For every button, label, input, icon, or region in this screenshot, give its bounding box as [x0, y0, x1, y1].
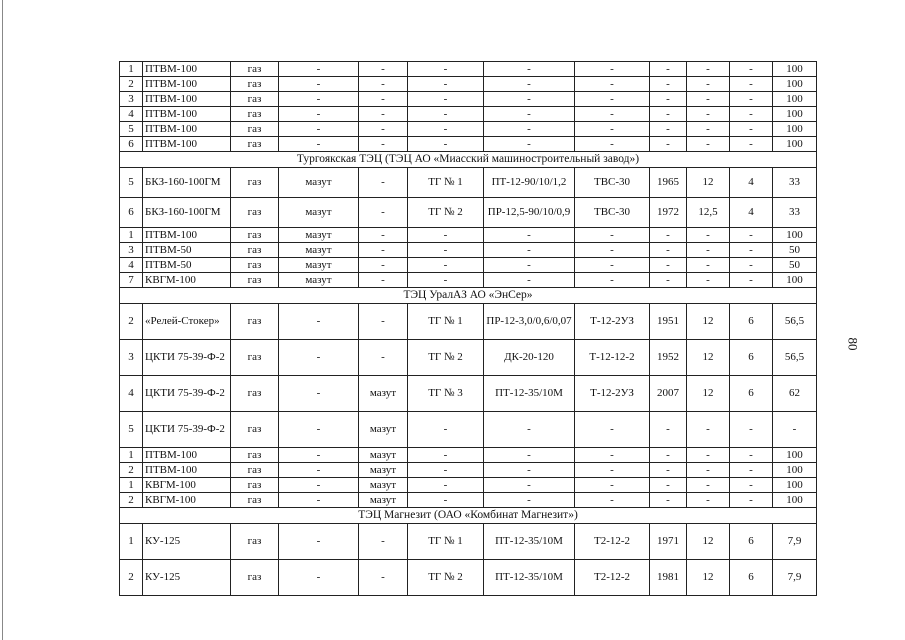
cell-commission-year: - — [650, 137, 687, 152]
cell-power: - — [687, 92, 730, 107]
cell-power: - — [687, 62, 730, 77]
cell-boiler-type: ПТВМ-50 — [143, 258, 231, 273]
cell-capacity: 100 — [773, 448, 817, 463]
table-row — [120, 137, 817, 152]
cell-generator-type: - — [575, 448, 650, 463]
cell-commission-year: - — [650, 258, 687, 273]
table-row — [120, 228, 817, 243]
cell-boiler-type: ПТВМ-100 — [143, 137, 231, 152]
cell-reserve-fuel: - — [279, 77, 359, 92]
cell-turbine-type: - — [484, 463, 575, 478]
cell-generator-type: - — [575, 92, 650, 107]
cell-alt-fuel: - — [359, 122, 408, 137]
cell-capacity: 33 — [773, 198, 817, 228]
cell-main-fuel: газ — [231, 273, 279, 288]
cell-row-number: 1 — [120, 478, 143, 493]
cell-reserve-fuel: мазут — [279, 168, 359, 198]
cell-boiler-type: КУ-125 — [143, 560, 231, 596]
cell-pressure: 6 — [730, 340, 773, 376]
cell-alt-fuel: - — [359, 560, 408, 596]
cell-main-fuel: газ — [231, 412, 279, 448]
cell-turbine-number: - — [408, 448, 484, 463]
cell-power: - — [687, 412, 730, 448]
section-title: Тургоякская ТЭЦ (ТЭЦ АО «Миасский машиностроительный завод») — [120, 152, 817, 168]
cell-pressure: - — [730, 77, 773, 92]
cell-alt-fuel: - — [359, 107, 408, 122]
cell-main-fuel: газ — [231, 122, 279, 137]
cell-capacity: 56,5 — [773, 304, 817, 340]
cell-capacity: 100 — [773, 463, 817, 478]
cell-turbine-type: ПТ-12-90/10/1,2 — [484, 168, 575, 198]
cell-pressure: 4 — [730, 168, 773, 198]
cell-boiler-type: БКЗ-160-100ГМ — [143, 198, 231, 228]
cell-generator-type: - — [575, 258, 650, 273]
cell-turbine-number: - — [408, 107, 484, 122]
cell-generator-type: - — [575, 478, 650, 493]
cell-boiler-type: «Релей-Стокер» — [143, 304, 231, 340]
left-margin-line — [2, 0, 3, 640]
cell-boiler-type: КВГМ-100 — [143, 273, 231, 288]
table-row — [120, 122, 817, 137]
cell-reserve-fuel: мазут — [279, 198, 359, 228]
cell-boiler-type: КВГМ-100 — [143, 493, 231, 508]
cell-turbine-type: - — [484, 92, 575, 107]
cell-alt-fuel: - — [359, 62, 408, 77]
cell-commission-year: - — [650, 412, 687, 448]
section-title: ТЭЦ УралАЗ АО «ЭнСер» — [120, 288, 817, 304]
cell-alt-fuel: мазут — [359, 376, 408, 412]
cell-reserve-fuel: - — [279, 304, 359, 340]
cell-alt-fuel: - — [359, 340, 408, 376]
cell-capacity: 100 — [773, 77, 817, 92]
cell-main-fuel: газ — [231, 168, 279, 198]
cell-row-number: 5 — [120, 168, 143, 198]
cell-row-number: 2 — [120, 463, 143, 478]
cell-alt-fuel: - — [359, 137, 408, 152]
cell-commission-year: - — [650, 228, 687, 243]
cell-turbine-number: - — [408, 243, 484, 258]
cell-power: - — [687, 478, 730, 493]
cell-alt-fuel: - — [359, 168, 408, 198]
cell-power: - — [687, 273, 730, 288]
cell-generator-type: - — [575, 412, 650, 448]
cell-commission-year: - — [650, 122, 687, 137]
cell-pressure: - — [730, 273, 773, 288]
cell-turbine-type: ДК-20-120 — [484, 340, 575, 376]
cell-power: - — [687, 243, 730, 258]
cell-main-fuel: газ — [231, 524, 279, 560]
cell-turbine-number: ТГ № 1 — [408, 168, 484, 198]
cell-row-number: 6 — [120, 198, 143, 228]
cell-boiler-type: ПТВМ-100 — [143, 463, 231, 478]
cell-boiler-type: БКЗ-160-100ГМ — [143, 168, 231, 198]
section-header-row — [120, 288, 817, 304]
cell-capacity: 100 — [773, 62, 817, 77]
cell-pressure: - — [730, 493, 773, 508]
cell-row-number: 1 — [120, 62, 143, 77]
cell-reserve-fuel: - — [279, 478, 359, 493]
cell-turbine-number: - — [408, 77, 484, 92]
table-row — [120, 77, 817, 92]
cell-generator-type: - — [575, 77, 650, 92]
cell-pressure: - — [730, 478, 773, 493]
cell-power: - — [687, 122, 730, 137]
cell-main-fuel: газ — [231, 478, 279, 493]
cell-commission-year: - — [650, 77, 687, 92]
cell-generator-type: - — [575, 228, 650, 243]
table-row — [120, 493, 817, 508]
cell-pressure: - — [730, 243, 773, 258]
cell-commission-year: - — [650, 107, 687, 122]
cell-main-fuel: газ — [231, 560, 279, 596]
cell-turbine-number: ТГ № 2 — [408, 340, 484, 376]
table-row — [120, 524, 817, 560]
cell-commission-year: - — [650, 92, 687, 107]
cell-commission-year: - — [650, 448, 687, 463]
cell-main-fuel: газ — [231, 376, 279, 412]
cell-reserve-fuel: - — [279, 107, 359, 122]
cell-power: 12 — [687, 524, 730, 560]
cell-boiler-type: ПТВМ-100 — [143, 77, 231, 92]
cell-generator-type: Т-12-2УЗ — [575, 376, 650, 412]
cell-row-number: 3 — [120, 243, 143, 258]
cell-row-number: 4 — [120, 258, 143, 273]
cell-row-number: 2 — [120, 560, 143, 596]
cell-row-number: 3 — [120, 92, 143, 107]
table-row — [120, 198, 817, 228]
cell-alt-fuel: - — [359, 524, 408, 560]
cell-turbine-number: ТГ № 3 — [408, 376, 484, 412]
cell-row-number: 1 — [120, 524, 143, 560]
cell-main-fuel: газ — [231, 228, 279, 243]
cell-capacity: 100 — [773, 137, 817, 152]
cell-main-fuel: газ — [231, 77, 279, 92]
cell-generator-type: ТВС-30 — [575, 168, 650, 198]
cell-turbine-type: - — [484, 243, 575, 258]
cell-turbine-number: - — [408, 122, 484, 137]
table-row — [120, 92, 817, 107]
cell-main-fuel: газ — [231, 62, 279, 77]
cell-pressure: - — [730, 463, 773, 478]
cell-turbine-number: - — [408, 412, 484, 448]
cell-turbine-type: ПР-12,5-90/10/0,9 — [484, 198, 575, 228]
cell-capacity: 7,9 — [773, 560, 817, 596]
cell-capacity: 62 — [773, 376, 817, 412]
cell-power: 12 — [687, 168, 730, 198]
cell-boiler-type: ПТВМ-100 — [143, 122, 231, 137]
cell-turbine-type: - — [484, 273, 575, 288]
cell-capacity: 50 — [773, 258, 817, 273]
cell-commission-year: 1972 — [650, 198, 687, 228]
cell-generator-type: - — [575, 62, 650, 77]
cell-reserve-fuel: мазут — [279, 243, 359, 258]
cell-turbine-type: - — [484, 77, 575, 92]
cell-pressure: - — [730, 122, 773, 137]
cell-pressure: 6 — [730, 524, 773, 560]
cell-power: - — [687, 107, 730, 122]
cell-capacity: 100 — [773, 92, 817, 107]
cell-pressure: 4 — [730, 198, 773, 228]
cell-pressure: - — [730, 137, 773, 152]
equipment-table-body — [120, 62, 817, 596]
cell-alt-fuel: - — [359, 198, 408, 228]
cell-generator-type: Т2-12-2 — [575, 560, 650, 596]
cell-pressure: 6 — [730, 376, 773, 412]
cell-alt-fuel: - — [359, 243, 408, 258]
section-title: ТЭЦ Магнезит (ОАО «Комбинат Магнезит») — [120, 508, 817, 524]
cell-main-fuel: газ — [231, 258, 279, 273]
cell-reserve-fuel: - — [279, 412, 359, 448]
cell-generator-type: ТВС-30 — [575, 198, 650, 228]
cell-row-number: 5 — [120, 412, 143, 448]
cell-capacity: 100 — [773, 122, 817, 137]
cell-pressure: - — [730, 62, 773, 77]
cell-main-fuel: газ — [231, 463, 279, 478]
cell-reserve-fuel: - — [279, 92, 359, 107]
cell-main-fuel: газ — [231, 137, 279, 152]
cell-power: - — [687, 77, 730, 92]
cell-row-number: 2 — [120, 77, 143, 92]
cell-alt-fuel: - — [359, 228, 408, 243]
table-row — [120, 478, 817, 493]
cell-turbine-type: - — [484, 107, 575, 122]
cell-commission-year: 1952 — [650, 340, 687, 376]
cell-boiler-type: ЦКТИ 75-39-Ф-2 — [143, 340, 231, 376]
cell-turbine-number: - — [408, 273, 484, 288]
table-row — [120, 243, 817, 258]
cell-main-fuel: газ — [231, 92, 279, 107]
cell-reserve-fuel: - — [279, 137, 359, 152]
cell-commission-year: 2007 — [650, 376, 687, 412]
cell-capacity: - — [773, 412, 817, 448]
cell-alt-fuel: - — [359, 304, 408, 340]
cell-pressure: - — [730, 92, 773, 107]
cell-row-number: 2 — [120, 493, 143, 508]
cell-reserve-fuel: - — [279, 376, 359, 412]
cell-power: - — [687, 448, 730, 463]
section-header-row — [120, 508, 817, 524]
cell-row-number: 7 — [120, 273, 143, 288]
cell-generator-type: Т2-12-2 — [575, 524, 650, 560]
cell-pressure: - — [730, 228, 773, 243]
cell-reserve-fuel: - — [279, 122, 359, 137]
cell-pressure: 6 — [730, 560, 773, 596]
cell-reserve-fuel: мазут — [279, 273, 359, 288]
table-row — [120, 273, 817, 288]
cell-row-number: 4 — [120, 107, 143, 122]
cell-main-fuel: газ — [231, 243, 279, 258]
cell-generator-type: - — [575, 137, 650, 152]
cell-turbine-number: - — [408, 258, 484, 273]
cell-turbine-type: - — [484, 448, 575, 463]
cell-capacity: 7,9 — [773, 524, 817, 560]
cell-boiler-type: ПТВМ-100 — [143, 228, 231, 243]
cell-turbine-type: - — [484, 228, 575, 243]
section-header-row — [120, 152, 817, 168]
table-row — [120, 376, 817, 412]
cell-turbine-number: ТГ № 1 — [408, 524, 484, 560]
cell-turbine-type: ПР-12-3,0/0,6/0,07 — [484, 304, 575, 340]
cell-power: 12 — [687, 560, 730, 596]
cell-power: 12 — [687, 340, 730, 376]
cell-power: - — [687, 137, 730, 152]
cell-capacity: 100 — [773, 478, 817, 493]
cell-main-fuel: газ — [231, 448, 279, 463]
cell-turbine-number: ТГ № 2 — [408, 198, 484, 228]
cell-main-fuel: газ — [231, 107, 279, 122]
page-number: 80 — [845, 337, 861, 351]
cell-turbine-type: - — [484, 258, 575, 273]
cell-reserve-fuel: - — [279, 560, 359, 596]
cell-capacity: 50 — [773, 243, 817, 258]
cell-main-fuel: газ — [231, 493, 279, 508]
cell-turbine-number: - — [408, 137, 484, 152]
cell-generator-type: - — [575, 122, 650, 137]
cell-power: - — [687, 493, 730, 508]
cell-commission-year: - — [650, 273, 687, 288]
cell-reserve-fuel: - — [279, 524, 359, 560]
table-row — [120, 258, 817, 273]
cell-alt-fuel: - — [359, 258, 408, 273]
cell-main-fuel: газ — [231, 340, 279, 376]
cell-capacity: 56,5 — [773, 340, 817, 376]
cell-generator-type: - — [575, 243, 650, 258]
cell-boiler-type: ПТВМ-100 — [143, 107, 231, 122]
cell-power: 12,5 — [687, 198, 730, 228]
cell-reserve-fuel: - — [279, 62, 359, 77]
cell-turbine-number: - — [408, 228, 484, 243]
cell-capacity: 33 — [773, 168, 817, 198]
cell-turbine-type: ПТ-12-35/10М — [484, 376, 575, 412]
cell-alt-fuel: - — [359, 77, 408, 92]
table-row — [120, 340, 817, 376]
cell-capacity: 100 — [773, 228, 817, 243]
cell-generator-type: - — [575, 493, 650, 508]
cell-power: 12 — [687, 304, 730, 340]
cell-alt-fuel: - — [359, 92, 408, 107]
cell-row-number: 4 — [120, 376, 143, 412]
table-row — [120, 560, 817, 596]
cell-commission-year: 1951 — [650, 304, 687, 340]
cell-boiler-type: ПТВМ-50 — [143, 243, 231, 258]
cell-row-number: 5 — [120, 122, 143, 137]
table-row — [120, 107, 817, 122]
cell-turbine-type: - — [484, 137, 575, 152]
equipment-table — [119, 61, 817, 596]
cell-reserve-fuel: - — [279, 340, 359, 376]
cell-generator-type: Т-12-2УЗ — [575, 304, 650, 340]
cell-alt-fuel: мазут — [359, 448, 408, 463]
cell-boiler-type: ЦКТИ 75-39-Ф-2 — [143, 376, 231, 412]
cell-alt-fuel: мазут — [359, 478, 408, 493]
cell-turbine-number: ТГ № 1 — [408, 304, 484, 340]
cell-commission-year: 1981 — [650, 560, 687, 596]
cell-turbine-type: - — [484, 62, 575, 77]
cell-turbine-type: ПТ-12-35/10М — [484, 560, 575, 596]
cell-row-number: 6 — [120, 137, 143, 152]
cell-boiler-type: ПТВМ-100 — [143, 92, 231, 107]
cell-pressure: 6 — [730, 304, 773, 340]
cell-pressure: - — [730, 258, 773, 273]
cell-commission-year: 1971 — [650, 524, 687, 560]
cell-capacity: 100 — [773, 107, 817, 122]
cell-reserve-fuel: - — [279, 493, 359, 508]
table-row — [120, 168, 817, 198]
cell-boiler-type: КУ-125 — [143, 524, 231, 560]
cell-power: - — [687, 228, 730, 243]
cell-generator-type: - — [575, 463, 650, 478]
cell-boiler-type: ПТВМ-100 — [143, 448, 231, 463]
cell-row-number: 3 — [120, 340, 143, 376]
cell-power: - — [687, 258, 730, 273]
cell-generator-type: Т-12-12-2 — [575, 340, 650, 376]
cell-boiler-type: ЦКТИ 75-39-Ф-2 — [143, 412, 231, 448]
cell-alt-fuel: мазут — [359, 463, 408, 478]
cell-commission-year: - — [650, 478, 687, 493]
cell-commission-year: 1965 — [650, 168, 687, 198]
cell-turbine-number: - — [408, 463, 484, 478]
cell-generator-type: - — [575, 107, 650, 122]
cell-commission-year: - — [650, 493, 687, 508]
cell-commission-year: - — [650, 463, 687, 478]
cell-turbine-number: - — [408, 478, 484, 493]
cell-row-number: 1 — [120, 228, 143, 243]
cell-row-number: 1 — [120, 448, 143, 463]
cell-reserve-fuel: мазут — [279, 258, 359, 273]
cell-main-fuel: газ — [231, 304, 279, 340]
cell-turbine-type: ПТ-12-35/10М — [484, 524, 575, 560]
cell-main-fuel: газ — [231, 198, 279, 228]
cell-alt-fuel: - — [359, 273, 408, 288]
cell-boiler-type: ПТВМ-100 — [143, 62, 231, 77]
table-row — [120, 304, 817, 340]
cell-turbine-type: - — [484, 493, 575, 508]
cell-row-number: 2 — [120, 304, 143, 340]
cell-turbine-type: - — [484, 412, 575, 448]
table-row — [120, 463, 817, 478]
cell-turbine-number: - — [408, 92, 484, 107]
cell-turbine-type: - — [484, 122, 575, 137]
cell-pressure: - — [730, 107, 773, 122]
cell-commission-year: - — [650, 62, 687, 77]
table-row — [120, 62, 817, 77]
cell-reserve-fuel: - — [279, 448, 359, 463]
cell-reserve-fuel: мазут — [279, 228, 359, 243]
cell-reserve-fuel: - — [279, 463, 359, 478]
cell-pressure: - — [730, 412, 773, 448]
cell-power: - — [687, 463, 730, 478]
cell-alt-fuel: мазут — [359, 493, 408, 508]
cell-turbine-number: - — [408, 493, 484, 508]
cell-power: 12 — [687, 376, 730, 412]
cell-turbine-number: ТГ № 2 — [408, 560, 484, 596]
cell-turbine-type: - — [484, 478, 575, 493]
cell-generator-type: - — [575, 273, 650, 288]
table-row — [120, 448, 817, 463]
cell-turbine-number: - — [408, 62, 484, 77]
table-row — [120, 412, 817, 448]
cell-boiler-type: КВГМ-100 — [143, 478, 231, 493]
cell-commission-year: - — [650, 243, 687, 258]
cell-pressure: - — [730, 448, 773, 463]
cell-capacity: 100 — [773, 493, 817, 508]
cell-capacity: 100 — [773, 273, 817, 288]
cell-alt-fuel: мазут — [359, 412, 408, 448]
